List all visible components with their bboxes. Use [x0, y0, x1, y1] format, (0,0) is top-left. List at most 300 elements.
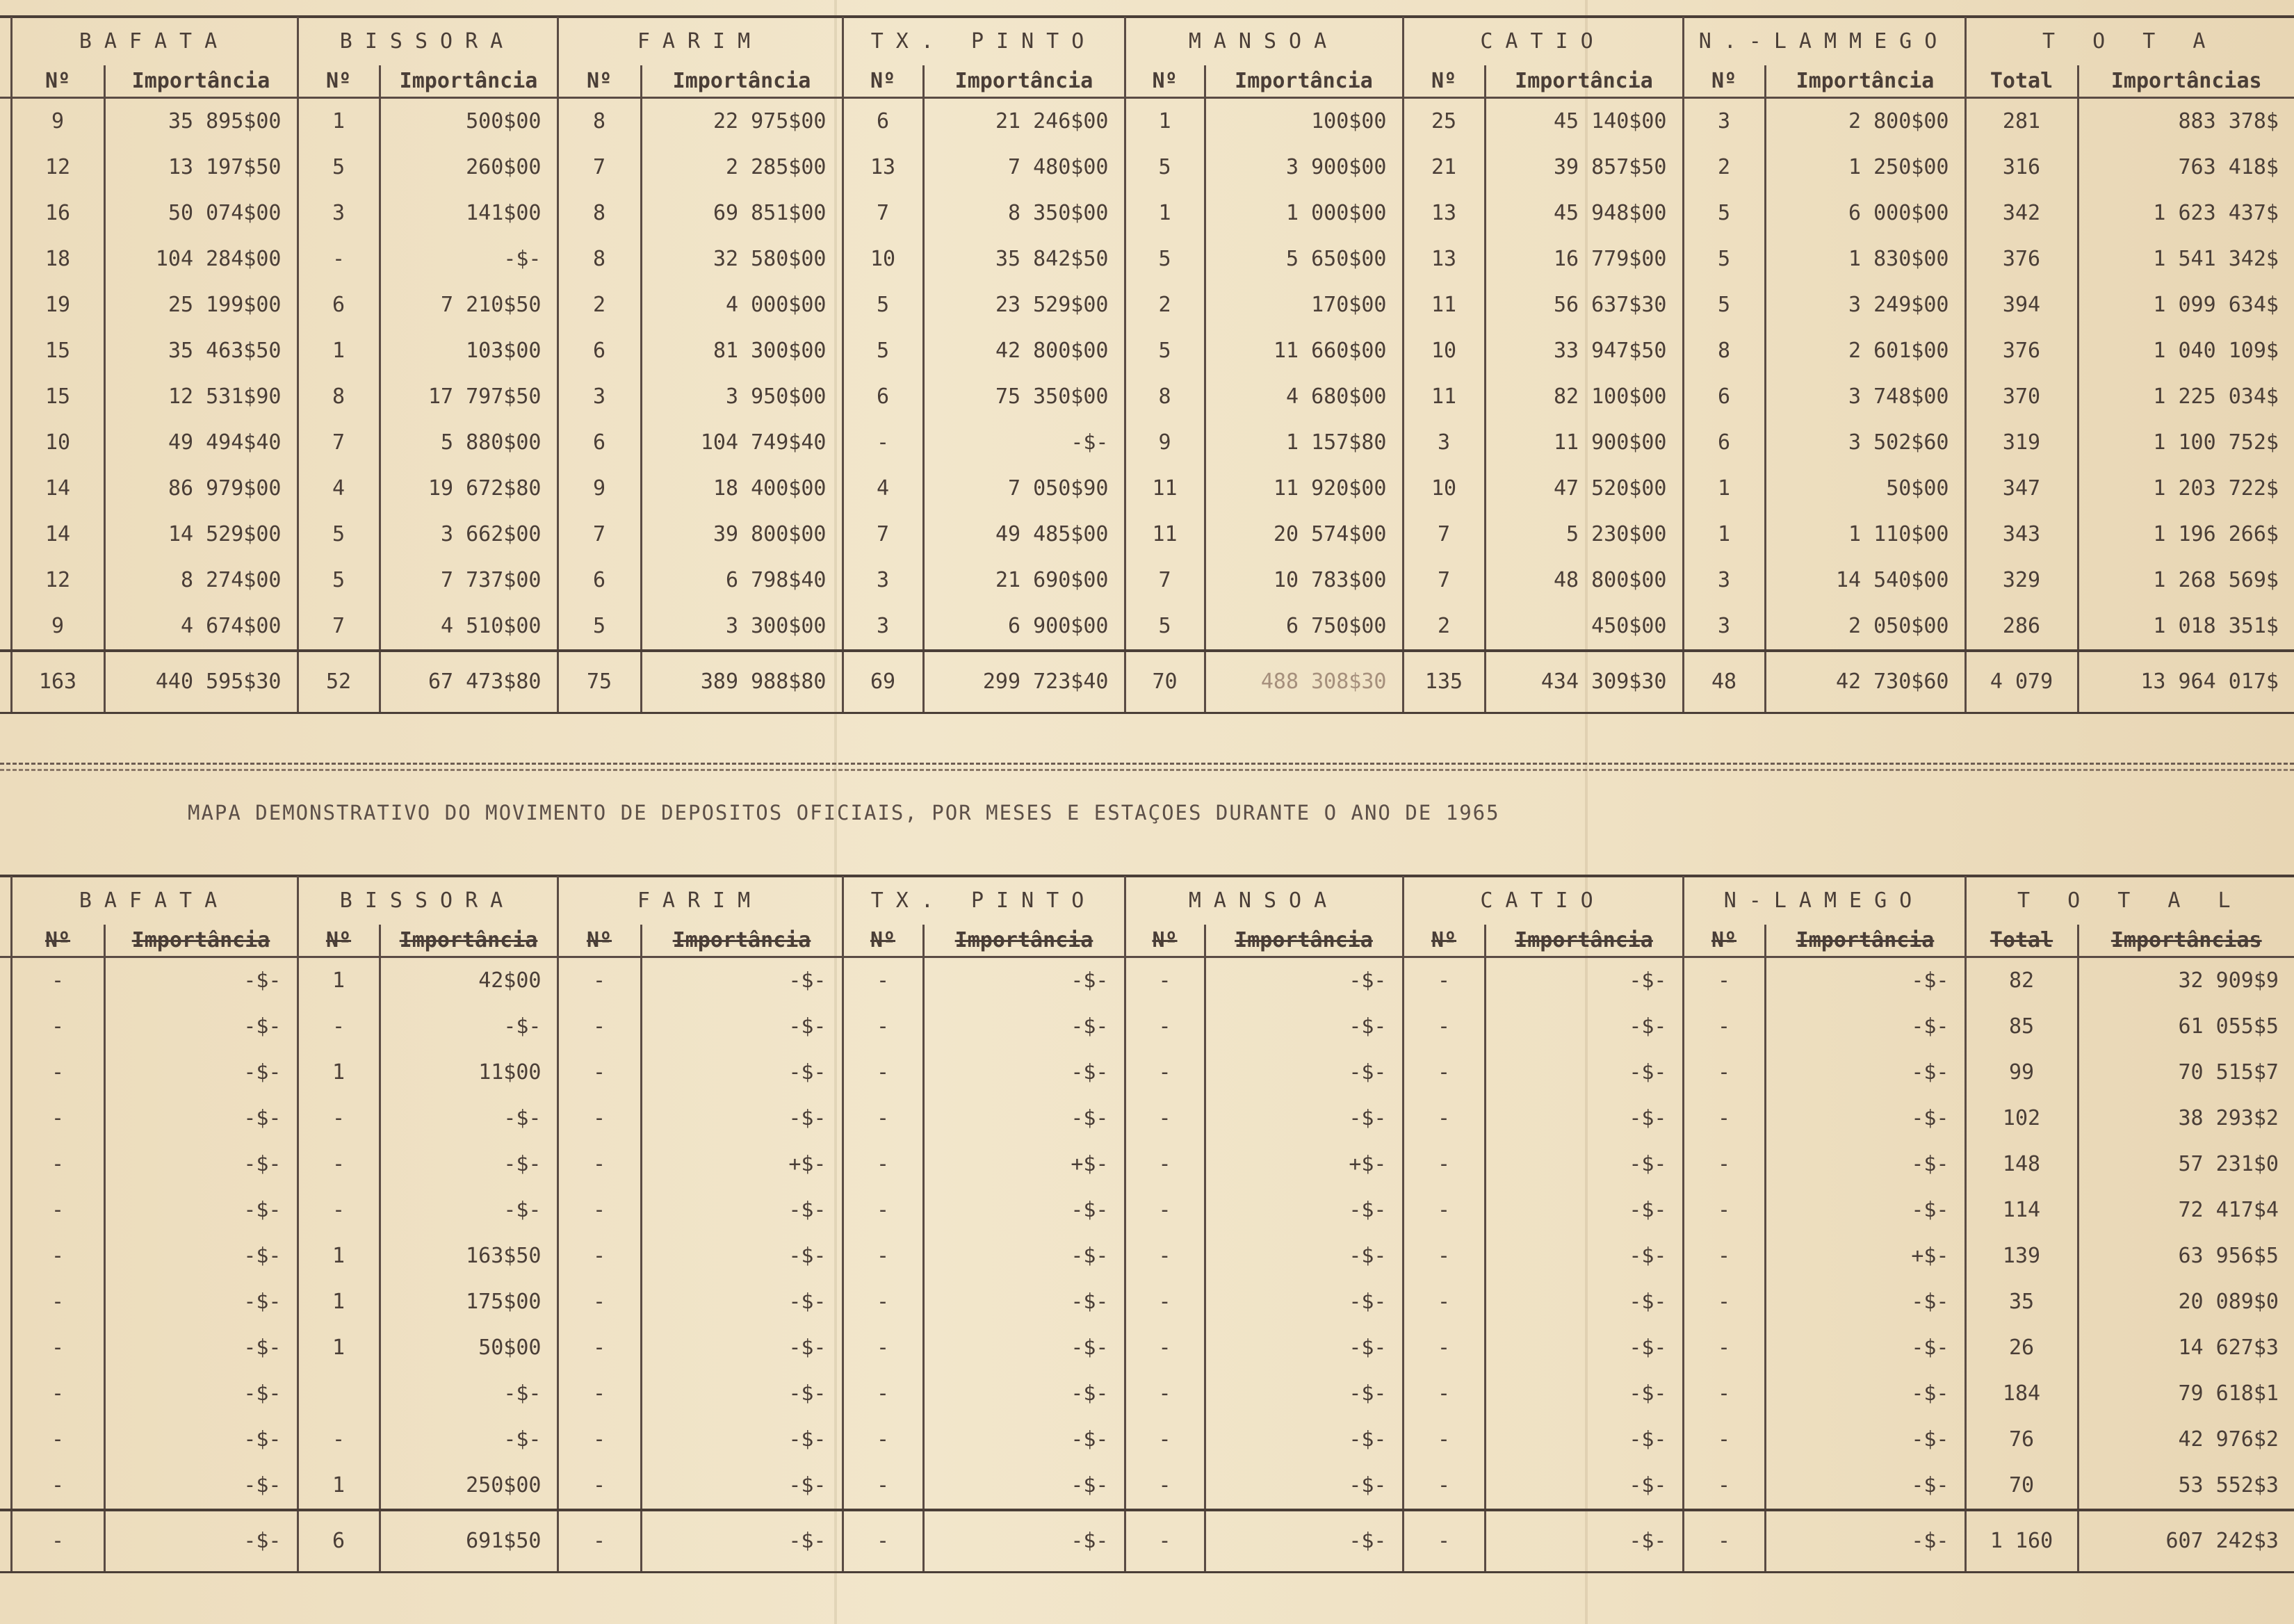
count-cell: - [1403, 1371, 1485, 1417]
station-header: CATIO [1403, 876, 1683, 925]
count-cell: - [11, 1142, 104, 1187]
amount-cell: 250$00 [380, 1463, 558, 1510]
amount-cell: 12 531$90 [104, 374, 298, 420]
amount-header: Importância [380, 925, 558, 957]
margin-cell [0, 1279, 11, 1325]
count-cell: 15 [11, 328, 104, 374]
amount-cell: -$- [104, 1463, 298, 1510]
amount-cell: 50$00 [1765, 466, 1965, 512]
column-header-row [0, 65, 2294, 97]
total-count-cell: 135 [1403, 651, 1485, 713]
total-count-cell: 163 [11, 651, 104, 713]
count-cell: 15 [11, 374, 104, 420]
amount-cell: 1 099 634$ [2078, 282, 2294, 328]
amount-header: Importância [104, 65, 298, 97]
count-cell: 1 [1683, 512, 1765, 558]
amount-cell: -$- [380, 1096, 558, 1142]
count-cell: - [843, 420, 923, 466]
count-cell: - [1125, 1050, 1205, 1096]
amount-cell: 56 637$30 [1485, 282, 1683, 328]
count-cell: 8 [558, 97, 641, 145]
count-cell: 316 [1965, 145, 2078, 190]
amount-cell: 1 541 342$ [2078, 236, 2294, 282]
amount-cell: +$- [1765, 1233, 1965, 1279]
amount-header: Importância [1765, 65, 1965, 97]
count-cell: 6 [558, 420, 641, 466]
amount-cell: -$- [104, 957, 298, 1004]
amount-cell: 2 285$00 [641, 145, 843, 190]
amount-cell: 22 975$00 [641, 97, 843, 145]
total-amount-cell: 440 595$30 [104, 651, 298, 713]
count-cell: 11 [1403, 374, 1485, 420]
amount-cell: 1 268 569$ [2078, 558, 2294, 603]
count-cell: 13 [1403, 190, 1485, 236]
amount-cell: 14 627$3 [2078, 1325, 2294, 1371]
amount-cell: 3 662$00 [380, 512, 558, 558]
count-cell: - [1683, 1325, 1765, 1371]
count-cell: 8 [558, 190, 641, 236]
total-amount-cell: -$- [104, 1510, 298, 1573]
amount-cell: -$- [1205, 1004, 1403, 1050]
table-row [0, 466, 2294, 512]
count-cell: 3 [843, 603, 923, 651]
margin-cell [0, 1187, 11, 1233]
count-cell: - [558, 1325, 641, 1371]
margin-cell [0, 97, 11, 145]
table-row [0, 374, 2294, 420]
count-cell: 8 [298, 374, 380, 420]
amount-cell: 4 680$00 [1205, 374, 1403, 420]
count-cell: 19 [11, 282, 104, 328]
count-cell: - [843, 1187, 923, 1233]
amount-cell: -$- [1765, 1096, 1965, 1142]
count-cell: 5 [843, 282, 923, 328]
table-row [0, 512, 2294, 558]
amount-cell: 61 055$5 [2078, 1004, 2294, 1050]
margin-cell [0, 1325, 11, 1371]
station-header-row [0, 876, 2294, 925]
count-cell: - [1125, 1233, 1205, 1279]
amount-cell: -$- [923, 957, 1125, 1004]
amount-cell: 63 956$5 [2078, 1233, 2294, 1279]
amount-cell: 1 157$80 [1205, 420, 1403, 466]
count-cell: 11 [1125, 466, 1205, 512]
count-cell: - [843, 1004, 923, 1050]
count-cell: 10 [11, 420, 104, 466]
count-cell: 3 [1403, 420, 1485, 466]
count-header: Nº [558, 925, 641, 957]
count-cell: - [1403, 1463, 1485, 1510]
total-count-cell: - [11, 1510, 104, 1573]
count-cell: - [11, 1004, 104, 1050]
count-cell: - [558, 1004, 641, 1050]
count-cell: - [558, 1050, 641, 1096]
count-header: Nº [843, 65, 923, 97]
amount-cell: 7 210$50 [380, 282, 558, 328]
count-cell: 2 [558, 282, 641, 328]
table-row [0, 1417, 2294, 1463]
count-cell: 1 [298, 328, 380, 374]
count-cell: 1 [298, 1279, 380, 1325]
amount-cell: 7 480$00 [923, 145, 1125, 190]
count-cell: 5 [558, 603, 641, 651]
count-cell: 1 [298, 957, 380, 1004]
amount-cell: 38 293$2 [2078, 1096, 2294, 1142]
amount-cell: 883 378$ [2078, 97, 2294, 145]
amount-cell: 50$00 [380, 1325, 558, 1371]
amount-cell: -$- [1485, 1463, 1683, 1510]
count-cell: 184 [1965, 1371, 2078, 1417]
station-header: CATIO [1403, 17, 1683, 65]
margin-cell [0, 1096, 11, 1142]
count-cell: 7 [558, 145, 641, 190]
count-header: Nº [11, 925, 104, 957]
count-cell: 7 [298, 420, 380, 466]
amount-cell: -$- [641, 1096, 843, 1142]
amount-cell: 4 674$00 [104, 603, 298, 651]
total-count-header: Total [1965, 925, 2078, 957]
amount-cell: 39 800$00 [641, 512, 843, 558]
count-cell: - [1403, 1187, 1485, 1233]
total-amount-cell: -$- [1205, 1510, 1403, 1573]
amount-cell: 100$00 [1205, 97, 1403, 145]
margin-cell [0, 190, 11, 236]
count-cell: 139 [1965, 1233, 2078, 1279]
count-cell: 7 [843, 190, 923, 236]
count-cell: - [11, 1417, 104, 1463]
amount-cell: -$- [380, 1142, 558, 1187]
count-cell: 82 [1965, 957, 2078, 1004]
count-cell: 85 [1965, 1004, 2078, 1050]
total-count-cell: - [843, 1510, 923, 1573]
count-cell: - [298, 236, 380, 282]
totals-row [0, 1510, 2294, 1573]
count-header: Nº [298, 65, 380, 97]
amount-cell: -$- [1485, 1417, 1683, 1463]
count-cell: - [11, 1050, 104, 1096]
amount-cell: 35 463$50 [104, 328, 298, 374]
amount-cell: +$- [1205, 1142, 1403, 1187]
amount-cell: 42$00 [380, 957, 558, 1004]
total-count-header: Total [1965, 65, 2078, 97]
amount-cell: 1 623 437$ [2078, 190, 2294, 236]
amount-cell: -$- [104, 1417, 298, 1463]
margin-cell [0, 466, 11, 512]
amount-cell: -$- [923, 1050, 1125, 1096]
amount-cell: 1 040 109$ [2078, 328, 2294, 374]
margin-cell [0, 603, 11, 651]
count-cell: 376 [1965, 328, 2078, 374]
count-cell: 10 [1403, 328, 1485, 374]
count-cell: 14 [11, 466, 104, 512]
count-cell: 376 [1965, 236, 2078, 282]
amount-cell: 45 140$00 [1485, 97, 1683, 145]
station-header: BAFATA [11, 876, 298, 925]
count-cell: - [11, 1187, 104, 1233]
total-amount-cell: 389 988$80 [641, 651, 843, 713]
count-cell: 1 [1125, 97, 1205, 145]
total-count-cell: 1 160 [1965, 1510, 2078, 1573]
amount-cell: 7 737$00 [380, 558, 558, 603]
count-cell: - [558, 1417, 641, 1463]
count-cell: 12 [11, 558, 104, 603]
table-row [0, 1142, 2294, 1187]
amount-cell: 4 000$00 [641, 282, 843, 328]
station-header: MANSOA [1125, 876, 1403, 925]
total-amount-cell: -$- [1485, 1510, 1683, 1573]
count-cell: 148 [1965, 1142, 2078, 1187]
count-cell: 25 [1403, 97, 1485, 145]
total-count-cell: - [1683, 1510, 1765, 1573]
count-cell: 2 [1125, 282, 1205, 328]
station-header: BISSORA [298, 17, 558, 65]
count-cell: - [1403, 1050, 1485, 1096]
amount-cell: 2 601$00 [1765, 328, 1965, 374]
amount-cell: 75 350$00 [923, 374, 1125, 420]
amount-cell: -$- [923, 1417, 1125, 1463]
amount-cell: -$- [1485, 1233, 1683, 1279]
table-row [0, 558, 2294, 603]
amount-cell: 32 580$00 [641, 236, 843, 282]
count-cell: - [1683, 1142, 1765, 1187]
amount-cell: 53 552$3 [2078, 1463, 2294, 1510]
count-cell: 70 [1965, 1463, 2078, 1510]
table-row [0, 420, 2294, 466]
station-header: BISSORA [298, 876, 558, 925]
amount-cell: -$- [104, 1325, 298, 1371]
count-cell: - [558, 1187, 641, 1233]
count-cell: 6 [1683, 374, 1765, 420]
total-count-cell: - [558, 1510, 641, 1573]
amount-cell: -$- [1205, 1096, 1403, 1142]
count-cell: 26 [1965, 1325, 2078, 1371]
count-cell: - [11, 1279, 104, 1325]
amount-cell: -$- [923, 1371, 1125, 1417]
count-cell: 6 [298, 282, 380, 328]
margin-cell [0, 420, 11, 466]
count-cell: 6 [843, 97, 923, 145]
margin-cell [0, 957, 11, 1004]
count-cell: 7 [1403, 512, 1485, 558]
count-cell: 18 [11, 236, 104, 282]
amount-cell: 5 880$00 [380, 420, 558, 466]
count-cell: 1 [298, 1325, 380, 1371]
upper-deposits-table [0, 17, 2294, 714]
count-cell: - [1125, 1279, 1205, 1325]
count-cell: 11 [1403, 282, 1485, 328]
amount-header: Importância [641, 925, 843, 957]
amount-cell: 260$00 [380, 145, 558, 190]
count-cell: - [558, 1463, 641, 1510]
amount-cell: -$- [1485, 1371, 1683, 1417]
totals-row [0, 651, 2294, 713]
station-header: N.-LAMMEGO [1683, 17, 1965, 65]
count-cell: - [558, 957, 641, 1004]
amount-header: Importância [104, 925, 298, 957]
amount-cell: 10 783$00 [1205, 558, 1403, 603]
count-cell: - [843, 1463, 923, 1510]
count-cell: - [843, 1233, 923, 1279]
margin-cell [0, 236, 11, 282]
count-cell: 4 [843, 466, 923, 512]
amount-cell: 21 690$00 [923, 558, 1125, 603]
amount-cell: 3 900$00 [1205, 145, 1403, 190]
count-header: Nº [843, 925, 923, 957]
margin-cell [0, 1463, 11, 1510]
count-cell: - [298, 1004, 380, 1050]
count-cell: 5 [298, 512, 380, 558]
amount-cell: -$- [1485, 1096, 1683, 1142]
amount-cell: 17 797$50 [380, 374, 558, 420]
amount-cell: 20 089$0 [2078, 1279, 2294, 1325]
amount-cell: 6 798$40 [641, 558, 843, 603]
amount-cell: -$- [641, 1004, 843, 1050]
count-cell: 114 [1965, 1187, 2078, 1233]
count-cell: - [558, 1371, 641, 1417]
amount-cell: 6 750$00 [1205, 603, 1403, 651]
amount-cell: -$- [923, 1004, 1125, 1050]
amount-cell: -$- [1485, 957, 1683, 1004]
amount-cell: 25 199$00 [104, 282, 298, 328]
count-cell: - [1125, 1096, 1205, 1142]
table-row [0, 328, 2294, 374]
count-cell: 286 [1965, 603, 2078, 651]
total-count-cell: 48 [1683, 651, 1765, 713]
table-row [0, 1279, 2294, 1325]
total-count-cell: - [1403, 1510, 1485, 1573]
table-row [0, 1463, 2294, 1510]
count-cell: 11 [1125, 512, 1205, 558]
amount-cell: -$- [1205, 1233, 1403, 1279]
count-cell: - [1125, 1325, 1205, 1371]
amount-cell: 50 074$00 [104, 190, 298, 236]
amount-cell: 49 494$40 [104, 420, 298, 466]
count-cell: 7 [1403, 558, 1485, 603]
count-cell: - [11, 1096, 104, 1142]
count-cell: 281 [1965, 97, 2078, 145]
amount-cell: -$- [104, 1371, 298, 1417]
amount-cell: -$- [1485, 1187, 1683, 1233]
count-cell: 102 [1965, 1096, 2078, 1142]
station-header: T O T A [1965, 17, 2294, 65]
amount-cell: -$- [1765, 1004, 1965, 1050]
count-cell: - [558, 1142, 641, 1187]
count-cell: - [1683, 1279, 1765, 1325]
count-cell: 8 [1125, 374, 1205, 420]
amount-cell: -$- [923, 420, 1125, 466]
count-cell: 5 [1683, 282, 1765, 328]
count-cell: 8 [1683, 328, 1765, 374]
amount-header: Importância [1205, 65, 1403, 97]
total-amount-cell: 13 964 017$ [2078, 651, 2294, 713]
amount-cell: -$- [923, 1279, 1125, 1325]
amount-cell: -$- [641, 1463, 843, 1510]
margin-cell [0, 17, 11, 65]
count-cell: - [843, 957, 923, 1004]
count-cell: 5 [1683, 190, 1765, 236]
amount-cell: -$- [1485, 1004, 1683, 1050]
margin-cell [0, 512, 11, 558]
amount-cell: -$- [1205, 1417, 1403, 1463]
count-cell: 1 [1683, 466, 1765, 512]
count-cell: 99 [1965, 1050, 2078, 1096]
count-cell: 12 [11, 145, 104, 190]
count-cell: - [11, 1463, 104, 1510]
count-cell: 2 [1683, 145, 1765, 190]
amount-cell: 6 900$00 [923, 603, 1125, 651]
amount-cell: 3 502$60 [1765, 420, 1965, 466]
amount-cell: 1 196 266$ [2078, 512, 2294, 558]
station-header: TX. PINTO [843, 876, 1125, 925]
count-cell: - [1125, 957, 1205, 1004]
amount-cell: -$- [380, 1371, 558, 1417]
amount-cell: -$- [104, 1233, 298, 1279]
amount-cell: 3 950$00 [641, 374, 843, 420]
margin-cell [0, 282, 11, 328]
count-cell: 9 [1125, 420, 1205, 466]
amount-cell: 5 230$00 [1485, 512, 1683, 558]
count-cell: - [11, 1371, 104, 1417]
amount-cell: 39 857$50 [1485, 145, 1683, 190]
total-count-cell: 69 [843, 651, 923, 713]
amount-cell: +$- [641, 1142, 843, 1187]
amount-cell: 3 300$00 [641, 603, 843, 651]
count-cell: 10 [843, 236, 923, 282]
count-cell: 329 [1965, 558, 2078, 603]
count-header: Nº [1683, 65, 1765, 97]
amount-cell: 141$00 [380, 190, 558, 236]
count-cell: 394 [1965, 282, 2078, 328]
amount-cell: -$- [380, 1187, 558, 1233]
amount-cell: 104 749$40 [641, 420, 843, 466]
amount-header: Importância [1205, 925, 1403, 957]
count-cell: 3 [558, 374, 641, 420]
count-cell: - [1125, 1142, 1205, 1187]
amount-cell: +$- [923, 1142, 1125, 1187]
amount-cell: -$- [1765, 1463, 1965, 1510]
amount-cell: -$- [1485, 1050, 1683, 1096]
count-cell [298, 1371, 380, 1417]
count-cell: 7 [558, 512, 641, 558]
station-header-row [0, 17, 2294, 65]
table-row [0, 957, 2294, 1004]
count-cell: 3 [298, 190, 380, 236]
station-header: BAFATA [11, 17, 298, 65]
amount-cell: 72 417$4 [2078, 1187, 2294, 1233]
amount-header: Importância [1485, 65, 1683, 97]
count-cell: 9 [11, 603, 104, 651]
margin-cell [0, 1050, 11, 1096]
page-title: MAPA DEMONSTRATIVO DO MOVIMENTO DE DEPOSITOS OFICIAIS, POR MESES E ESTAÇOES DURANTE O ANO DE 1965 [188, 801, 1500, 825]
count-cell: - [843, 1096, 923, 1142]
count-cell: - [558, 1233, 641, 1279]
amount-cell: 33 947$50 [1485, 328, 1683, 374]
count-header: Nº [11, 65, 104, 97]
count-cell: - [843, 1279, 923, 1325]
count-cell: 5 [1683, 236, 1765, 282]
station-header: N-LAMEGO [1683, 876, 1965, 925]
amount-cell: 49 485$00 [923, 512, 1125, 558]
count-cell: - [298, 1142, 380, 1187]
amount-cell: -$- [923, 1463, 1125, 1510]
amount-cell: 19 672$80 [380, 466, 558, 512]
amount-cell: -$- [1765, 1187, 1965, 1233]
amount-cell: 5 650$00 [1205, 236, 1403, 282]
count-cell: - [1125, 1187, 1205, 1233]
table-row [0, 145, 2294, 190]
station-header: MANSOA [1125, 17, 1403, 65]
count-header: Nº [558, 65, 641, 97]
